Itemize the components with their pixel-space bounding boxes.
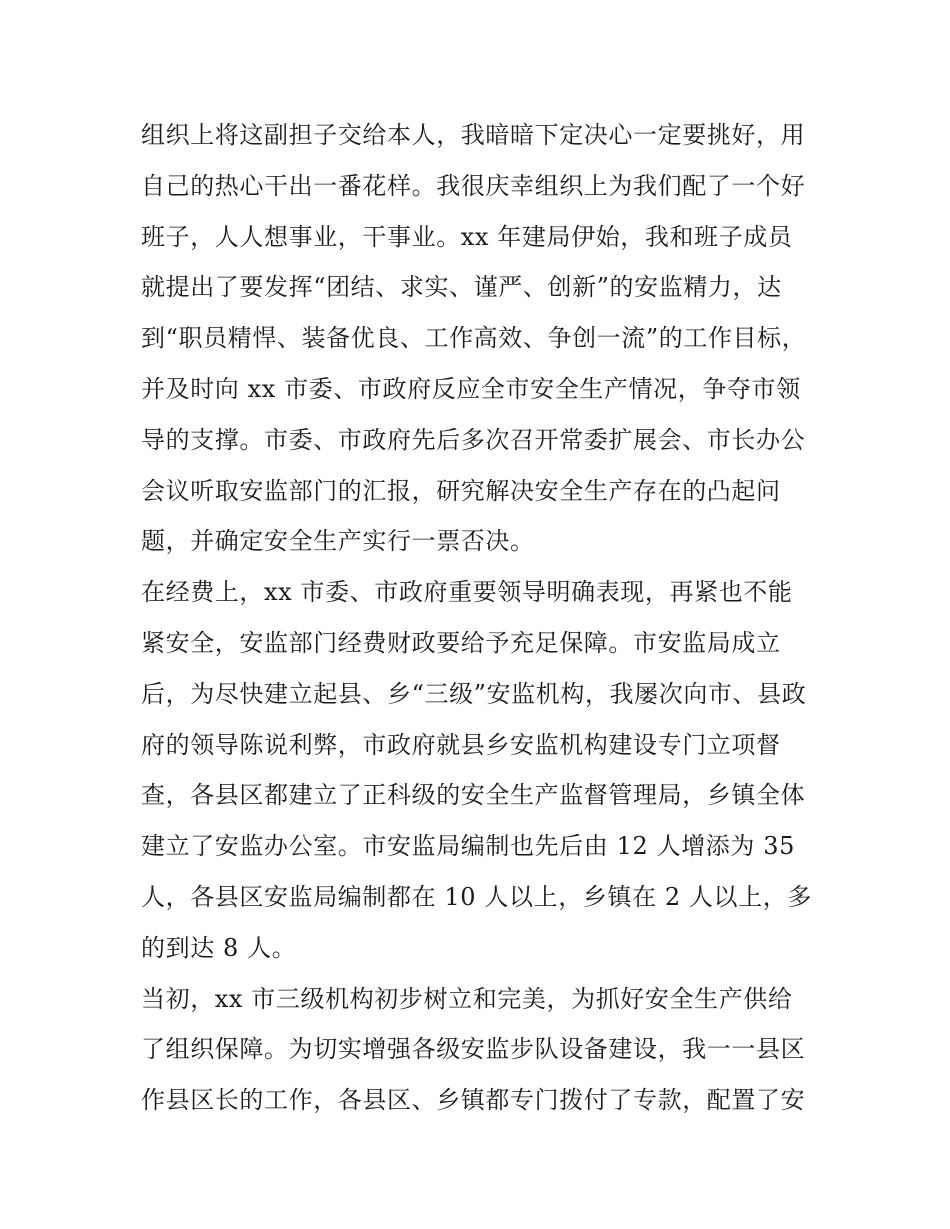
- text-line: 查，各县区都建立了正科级的安全生产监督管理局，乡镇全体: [141, 781, 806, 810]
- text-line: 并及时向 xx 市委、市政府反应全市安全生产情况，争夺市领: [141, 374, 801, 403]
- text-line: 作县区长的工作，各县区、乡镇都专门拨付了专款，配置了安: [141, 1086, 806, 1115]
- text-line: 班子，人人想事业，干事业。xx 年建局伊始，我和班子成员: [141, 222, 793, 251]
- text-line: 导的支撑。市委、市政府先后多次召开常委扩展会、市长办公: [141, 425, 806, 454]
- text-line: 组织上将这副担子交给本人，我暗暗下定决心一定要挑好，用: [141, 121, 806, 149]
- paragraph-2: [141, 567, 821, 973]
- text-line: 当初，xx 市三级机构初步树立和完美，为抓好安全生产供给: [141, 984, 793, 1013]
- text-line: 人，各县区安监局编制都在 10 人以上，乡镇在 2 人以上，多: [141, 882, 812, 911]
- text-line: 在经费上，xx 市委、市政府重要领导明确表现，再紧也不能: [141, 578, 793, 607]
- text-line: 题，并确定安全生产实行一票否决。: [141, 527, 535, 556]
- text-line: 后，为尽快建立起县、乡“三级”安监机构，我屡次向市、县政: [141, 679, 807, 708]
- text-line: 建立了安监办公室。市安监局编制也先后由 12 人增添为 35: [141, 832, 795, 861]
- text-line: 府的领导陈说利弊，市政府就县乡安监机构建设专门立项督: [141, 730, 781, 759]
- text-line: 的到达 8 人。: [141, 933, 297, 962]
- paragraph-1: [141, 110, 821, 567]
- text-line: 就提出了要发挥“团结、求实、谨严、创新”的安监精力，达: [141, 273, 782, 302]
- document-body: [141, 110, 821, 1126]
- text-line: 会议听取安监部门的汇报，研究解决安全生产存在的凸起问: [141, 476, 781, 505]
- text-line: 紧安全，安监部门经费财政要给予充足保障。市安监局成立: [141, 628, 781, 657]
- paragraph-3: [141, 974, 821, 1126]
- text-line: 了组织保障。为切实增强各级安监步队设备建设，我一一县区: [141, 1035, 806, 1064]
- text-line: 自己的热心干出一番花样。我很庆幸组织上为我们配了一个好: [141, 171, 806, 200]
- text-line: 到“职员精悍、装备优良、工作高效、争创一流”的工作目标，: [141, 324, 807, 353]
